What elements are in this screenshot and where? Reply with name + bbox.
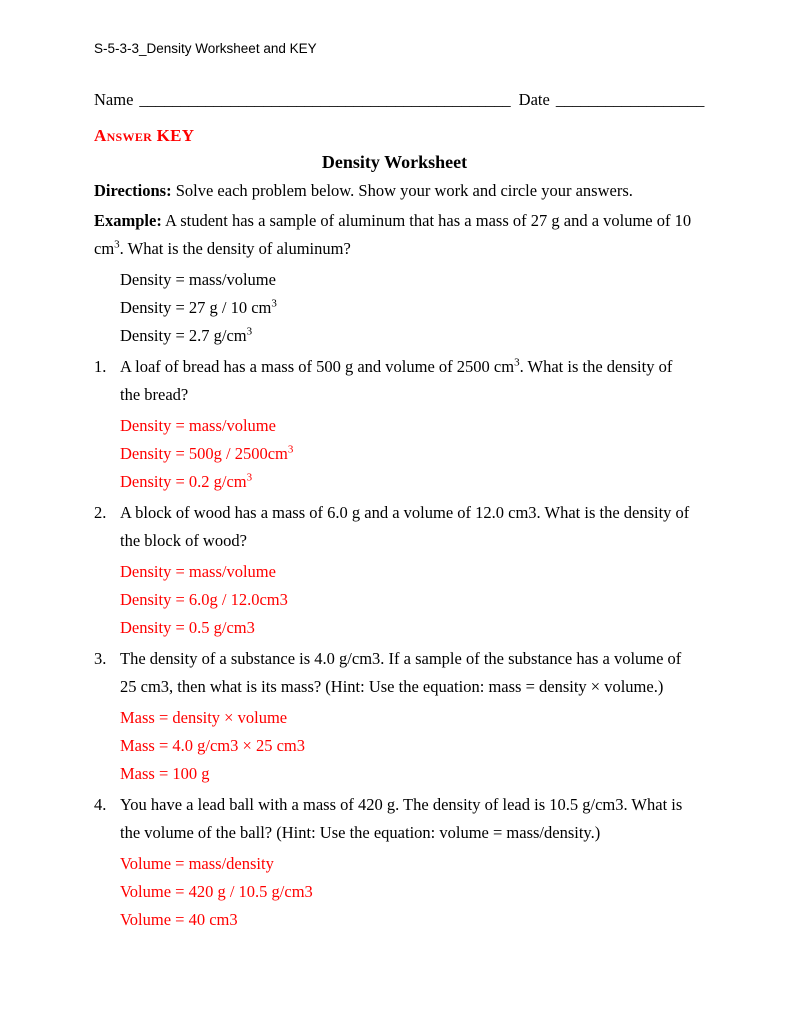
example-label: Example: [94,211,162,230]
answer-line [94,614,695,642]
answer-line [94,760,695,788]
answer-text: Density = 0.5 g/cm3 [120,618,255,637]
problem-question [94,645,695,700]
problem-number: 1. [94,357,107,376]
page-title: Density Worksheet [321,152,468,172]
superscript: 3 [246,471,253,484]
answer-text: Density = 2.7 g/cm [120,326,247,345]
example-answer-line [94,322,695,350]
date-blank-line: __________________ [555,90,705,109]
superscript: 3 [287,443,294,456]
answer-text: Density = mass/volume [120,562,276,581]
example-answers [94,266,695,350]
answer-line [94,558,695,586]
example-question [94,207,695,262]
directions-label: Directions: [94,180,172,200]
problem-number: 2. [94,503,107,522]
answer-line [94,412,695,440]
answer-text: Density = 500g / 2500cm [120,444,288,463]
problem-number: 4. [94,795,107,814]
answer-line [94,878,695,906]
example-question-text-post: . What is the density of aluminum? [119,238,351,258]
answer-text: Density = 6.0g / 12.0cm3 [120,590,288,609]
problem-item-2 [94,499,695,642]
answer-text: Density = mass/volume [120,416,276,435]
answer-line [94,732,695,760]
date-label: Date [518,90,550,109]
answer-text: Mass = 100 g [120,764,210,783]
directions-text: Solve each problem below. Show your work and circle your answers. [171,180,633,200]
problem-item-3 [94,645,695,788]
problem-answers [94,850,695,934]
problem-question [94,499,695,554]
answer-text: Mass = 4.0 g/cm3 × 25 cm3 [120,736,305,755]
problem-question [94,353,695,408]
answer-key-heading: Answer KEY [94,125,195,145]
document-header: S-5-3-3_Density Worksheet and KEY [94,41,317,56]
answer-text: Mass = density × volume [120,708,288,727]
example-answer-line [94,266,695,294]
answer-text: Volume = 40 cm3 [120,910,238,929]
example-answer-line [94,294,695,322]
superscript: 3 [246,325,253,338]
problem-question [94,791,695,846]
answer-line [94,586,695,614]
name-blank-line: _____________________________________________ [139,90,511,109]
answer-text: Volume = mass/density [120,854,274,873]
problem-question-text: You have a lead ball with a mass of 420 g. The density of lead is 10.5 g/cm3. What is the volume of the ball? (Hint: Use the equation: volume = mass/density.) [120,795,683,842]
answer-line [94,440,695,468]
name-date-line [94,86,705,114]
name-label: Name [94,90,134,109]
answer-text: Density = 0.2 g/cm [120,472,247,491]
problem-question-text: A block of wood has a mass of 6.0 g and a volume of 12.0 cm3. What is the density of the block of wood? [120,503,690,550]
answer-text: Density = mass/volume [120,270,276,289]
problem-item-1 [94,353,695,496]
problem-answers [94,412,695,496]
example-question-text: A student has a sample of aluminum that has a mass of 27 g and a volume of 10 cm [94,211,692,258]
superscript: 3 [514,356,520,369]
problem-question-text: A loaf of bread has a mass of 500 g and volume of 2500 cm [120,357,515,376]
example-block [94,207,695,350]
answer-text: Density = 27 g / 10 cm [120,298,272,317]
problem-answers [94,558,695,642]
answer-line [94,468,695,496]
problem-question-text-post: . What is the density of the bread? [120,357,673,404]
answer-line [94,850,695,878]
answer-line [94,906,695,934]
directions-paragraph [94,177,695,205]
superscript: 3 [114,238,120,250]
problem-number: 3. [94,649,107,668]
problem-question-text: The density of a substance is 4.0 g/cm3. If a sample of the substance has a volume of 25 cm3, then what is its mass? (Hint: Use the equation: mass = density × volume.) [120,649,682,696]
answer-text: Volume = 420 g / 10.5 g/cm3 [120,882,313,901]
answer-line [94,704,695,732]
problem-answers [94,704,695,788]
problem-item-4 [94,791,695,934]
superscript: 3 [271,297,277,310]
